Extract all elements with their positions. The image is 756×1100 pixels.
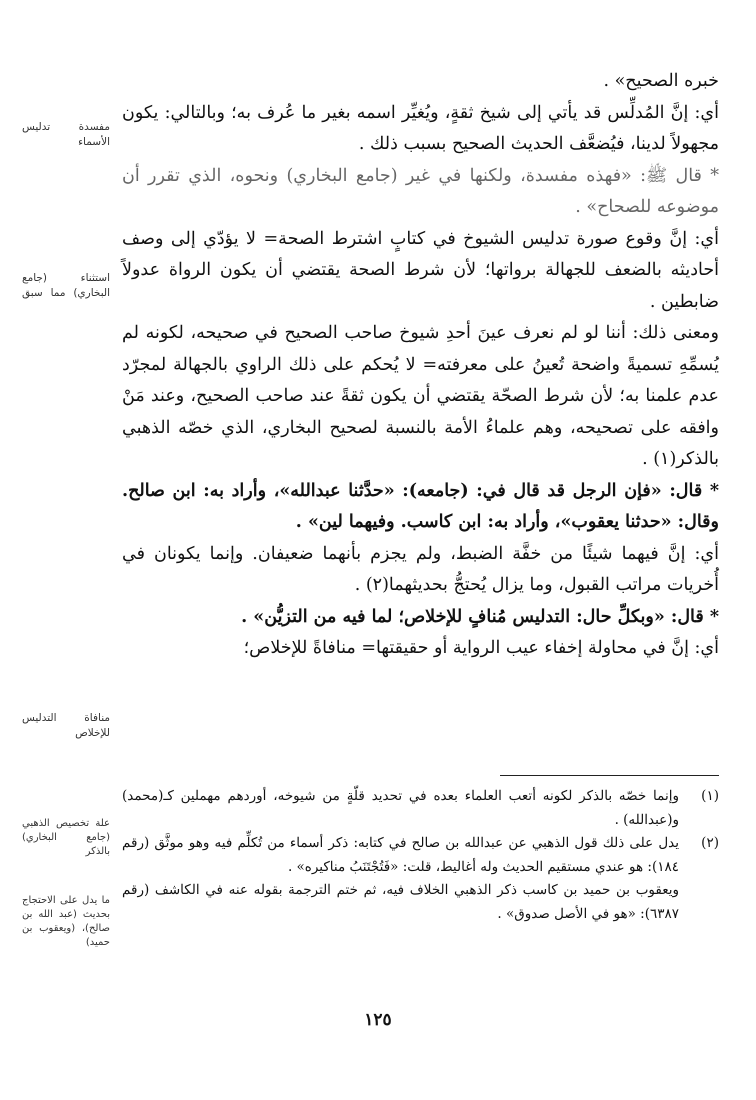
footnote-2 xyxy=(122,832,719,879)
margin-note-name-tadlis: مفسدة تدليس الأسماء xyxy=(22,121,110,148)
footnote-1 xyxy=(122,785,719,832)
footnote-text: وإنما خصّه بالذكر لكونه أتعب العلماء بعده في تحديد قلّةٍ من شيوخه، أوردهم مهملين كـ(محمد) و(عبدالله) . xyxy=(122,788,679,828)
paragraph-meaning: ومعنى ذلك: أننا لو لم نعرف عينَ أحدِ شيوخ صاحب الصحيح في صحيحه، لكونه لم يُسمِّهِ تسميةً واضحة تُعينُ على معرفته= لا يُحكم على ذلك الراوي بالجهالة لمجرّد عدم علمنا به؛ لأن شرط الصحّة يقتضي أن يكون ثقةً عند صاحب الصحيح، وعند مَنْ وافقه على تصحيحه، وهم علماءُ الأمة بالنسبة لصحيح البخاري، الذي خصّه الذهبي بالذكر(١) . xyxy=(122,323,719,469)
paragraph-explanation-2: أي: إنَّ وقوع صورة تدليس الشيوخ في كتابٍ اشترط الصحة= لا يؤدّي إلى وصف أحاديثه بالضعف للجهالة برواتها؛ لأن شرط الصحة يقتضي أن يكون الرواة عدولاً ضابطين . xyxy=(122,228,719,312)
footnote-number: (١) xyxy=(701,788,719,804)
footnotes xyxy=(122,785,719,926)
margin-note-bukhari-exception: استثناء (جامع البخاري) مما سبق xyxy=(22,272,110,299)
paragraph-quote-1: * قال ﷺ: «فهذه مفسدة، ولكنها في غير (جامع البخاري) ونحوه، الذي تقرر أن موضوعه للصحاح» . xyxy=(122,165,719,217)
paragraph-quote-3: * قال: «وبكلِّ حال: التدليس مُنافٍ للإخلاص؛ لما فيه من التزيُّن» . xyxy=(241,606,719,627)
paragraph-explanation-3: أي: إنَّ فيهما شيئًا من خفَّة الضبط، ولم يجزم بأنهما ضعيفان. وإنما يكونان في أُخريات مراتب القبول، وما يزال يُحتجُّ بحديثهما(٢) . xyxy=(122,543,719,595)
margin-note-hujja: ما يدل على الاحتجاج بحديث (عبد الله بن صالح)، (ويعقوب بن حميد) xyxy=(22,895,110,948)
footnote-number: (٢) xyxy=(701,835,719,851)
paragraph-continuation: خبره الصحيح» . xyxy=(603,71,719,91)
paragraph-explanation-4: أي: إنَّ في محاولة إخفاء عيب الرواية أو حقيقتها= منافاةً للإخلاص؛ xyxy=(243,638,719,658)
margin-note-bukhari-reason: علة تخصيص الذهبي (جامع البخاري) بالذكر xyxy=(22,818,110,857)
paragraph-quote-2: * قال: «فإن الرجل قد قال في: (جامعه): «حدَّثنا عبدالله»، وأراد به: ابن صالح. وقال: «حدثنا يعقوب»، وأراد به: ابن كاسب. وفيهما لين» . xyxy=(122,480,719,532)
page-number: ١٢٥ xyxy=(364,1010,392,1030)
margin-note-ikhlas: منافاة التدليس للإخلاص xyxy=(22,712,110,739)
footnote-separator xyxy=(500,775,719,776)
footnote-2-continuation: ويعقوب بن حميد بن كاسب ذكر الذهبي الخلاف فيه، ثم ختم الترجمة بقوله عنه في الكاشف (رقم ٦٣٨٧): «هو في الأصل صدوق» . xyxy=(122,882,679,922)
footnote-text: يدل على ذلك قول الذهبي عن عبدالله بن صالح في كتابه: ذكر أسماء من تُكلِّم فيه وهو موثَّق (رقم ١٨٤): هو عندي مستقيم الحديث وله أغاليط، قلت: «فَتُجْتَنَبُ مناكيره» . xyxy=(122,835,679,875)
paragraph-explanation-1: أي: إنَّ المُدلِّس قد يأتي إلى شيخ ثقةٍ، ويُغيِّر اسمه بغير ما عُرف به؛ وبالتالي: يكون مجهولاً لدينا، فيُضعَّف الحديث الصحيح بسبب ذلك . xyxy=(122,102,719,154)
main-text xyxy=(122,66,719,665)
